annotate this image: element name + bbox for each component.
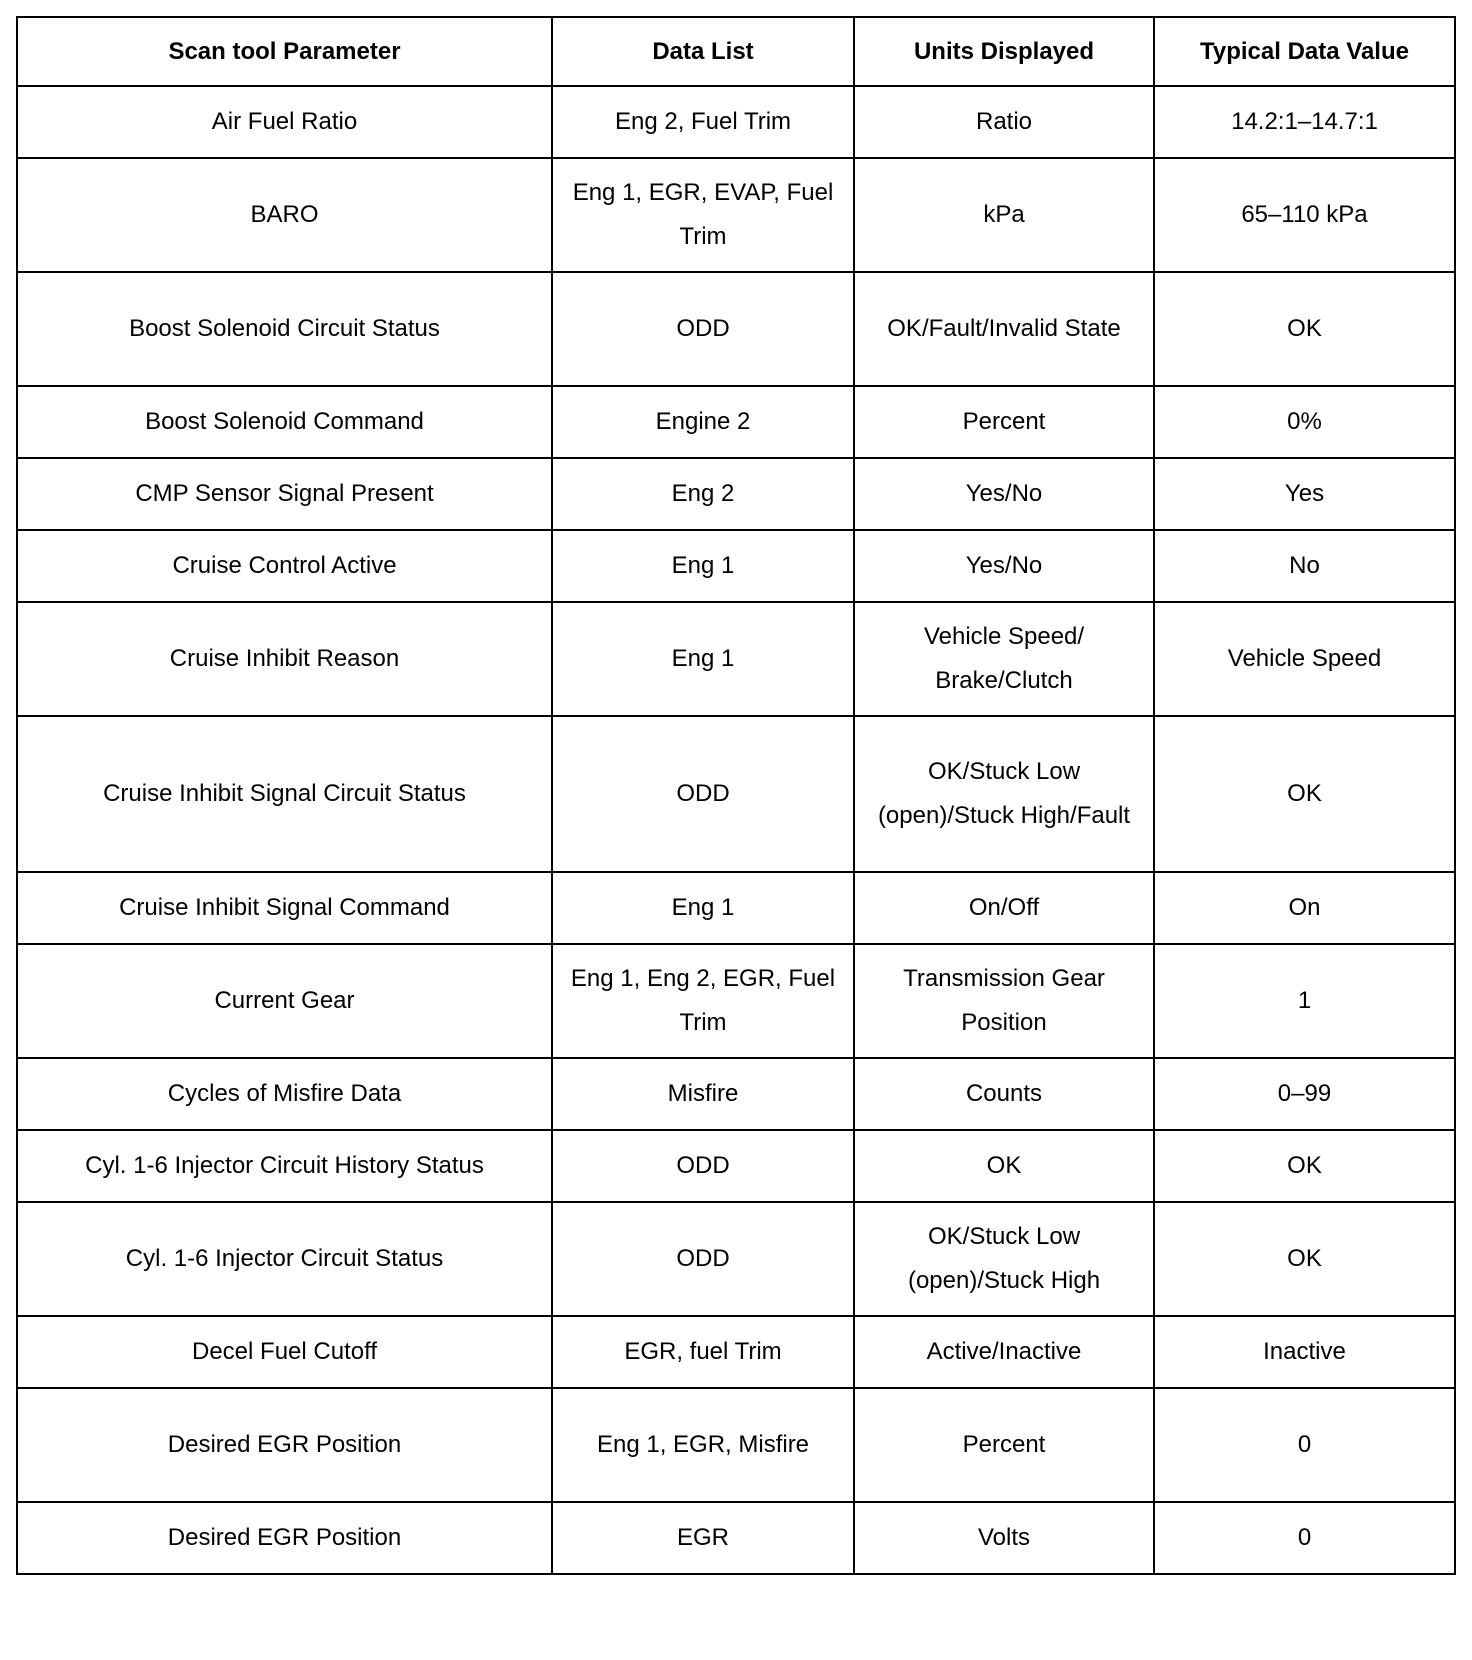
table-row	[17, 1058, 1455, 1130]
cell-parameter: Cyl. 1-6 Injector Circuit History Status	[17, 1130, 552, 1202]
cell-units: On/Off	[854, 872, 1154, 944]
cell-typical-value: 0–99	[1154, 1058, 1455, 1130]
cell-typical-value: 14.2:1–14.7:1	[1154, 86, 1455, 158]
cell-data-list: Eng 1, EGR, Misfire	[552, 1388, 854, 1502]
table-row	[17, 1316, 1455, 1388]
cell-data-list: Eng 2, Fuel Trim	[552, 86, 854, 158]
table-row	[17, 602, 1455, 716]
cell-typical-value: OK	[1154, 716, 1455, 872]
cell-parameter: Cruise Inhibit Signal Circuit Status	[17, 716, 552, 872]
cell-units: Ratio	[854, 86, 1154, 158]
cell-typical-value: OK	[1154, 1202, 1455, 1316]
cell-data-list: ODD	[552, 1202, 854, 1316]
cell-parameter: Desired EGR Position	[17, 1502, 552, 1574]
cell-parameter: Decel Fuel Cutoff	[17, 1316, 552, 1388]
cell-units: OK/Stuck Low (open)/Stuck High/Fault	[854, 716, 1154, 872]
cell-typical-value: OK	[1154, 1130, 1455, 1202]
table-row	[17, 1502, 1455, 1574]
table-row	[17, 1202, 1455, 1316]
cell-typical-value: 1	[1154, 944, 1455, 1058]
cell-parameter: Boost Solenoid Command	[17, 386, 552, 458]
cell-units: Counts	[854, 1058, 1154, 1130]
cell-units: Percent	[854, 1388, 1154, 1502]
cell-units: OK	[854, 1130, 1154, 1202]
cell-parameter: Boost Solenoid Circuit Status	[17, 272, 552, 386]
cell-typical-value: 0%	[1154, 386, 1455, 458]
cell-typical-value: 0	[1154, 1388, 1455, 1502]
cell-typical-value: No	[1154, 530, 1455, 602]
cell-data-list: Eng 1, Eng 2, EGR, Fuel Trim	[552, 944, 854, 1058]
table-row	[17, 386, 1455, 458]
cell-typical-value: 65–110 kPa	[1154, 158, 1455, 272]
table-row	[17, 716, 1455, 872]
cell-units: OK/Stuck Low (open)/Stuck High	[854, 1202, 1154, 1316]
cell-data-list: Eng 2	[552, 458, 854, 530]
table-row	[17, 458, 1455, 530]
cell-data-list: Eng 1	[552, 530, 854, 602]
cell-units: kPa	[854, 158, 1154, 272]
cell-parameter: Current Gear	[17, 944, 552, 1058]
cell-data-list: Eng 1, EGR, EVAP, Fuel Trim	[552, 158, 854, 272]
table-row	[17, 1388, 1455, 1502]
cell-typical-value: Yes	[1154, 458, 1455, 530]
cell-data-list: ODD	[552, 272, 854, 386]
table-row	[17, 944, 1455, 1058]
cell-units: Active/Inactive	[854, 1316, 1154, 1388]
cell-data-list: Engine 2	[552, 386, 854, 458]
cell-data-list: ODD	[552, 1130, 854, 1202]
table-row	[17, 272, 1455, 386]
table-row	[17, 158, 1455, 272]
table-row	[17, 86, 1455, 158]
table-row	[17, 530, 1455, 602]
cell-units: Percent	[854, 386, 1154, 458]
header-typical-value: Typical Data Value	[1154, 17, 1455, 86]
cell-data-list: Misfire	[552, 1058, 854, 1130]
cell-data-list: ODD	[552, 716, 854, 872]
cell-typical-value: 0	[1154, 1502, 1455, 1574]
cell-parameter: Air Fuel Ratio	[17, 86, 552, 158]
table-row	[17, 1130, 1455, 1202]
cell-parameter: Cyl. 1-6 Injector Circuit Status	[17, 1202, 552, 1316]
cell-typical-value: Vehicle Speed	[1154, 602, 1455, 716]
cell-parameter: Cruise Inhibit Reason	[17, 602, 552, 716]
header-units: Units Displayed	[854, 17, 1154, 86]
header-row	[17, 17, 1455, 86]
cell-units: Volts	[854, 1502, 1154, 1574]
cell-parameter: Cruise Control Active	[17, 530, 552, 602]
cell-parameter: BARO	[17, 158, 552, 272]
cell-parameter: Cruise Inhibit Signal Command	[17, 872, 552, 944]
table-row	[17, 872, 1455, 944]
cell-units: Transmission Gear Position	[854, 944, 1154, 1058]
cell-units: OK/Fault/Invalid State	[854, 272, 1154, 386]
cell-units: Vehicle Speed/ Brake/Clutch	[854, 602, 1154, 716]
cell-units: Yes/No	[854, 458, 1154, 530]
scan-tool-parameter-table	[16, 16, 1456, 1575]
cell-parameter: CMP Sensor Signal Present	[17, 458, 552, 530]
cell-typical-value: Inactive	[1154, 1316, 1455, 1388]
header-data-list: Data List	[552, 17, 854, 86]
cell-typical-value: On	[1154, 872, 1455, 944]
cell-data-list: Eng 1	[552, 872, 854, 944]
cell-data-list: Eng 1	[552, 602, 854, 716]
cell-parameter: Desired EGR Position	[17, 1388, 552, 1502]
cell-typical-value: OK	[1154, 272, 1455, 386]
cell-data-list: EGR	[552, 1502, 854, 1574]
cell-units: Yes/No	[854, 530, 1154, 602]
cell-parameter: Cycles of Misfire Data	[17, 1058, 552, 1130]
cell-data-list: EGR, fuel Trim	[552, 1316, 854, 1388]
header-parameter: Scan tool Parameter	[17, 17, 552, 86]
